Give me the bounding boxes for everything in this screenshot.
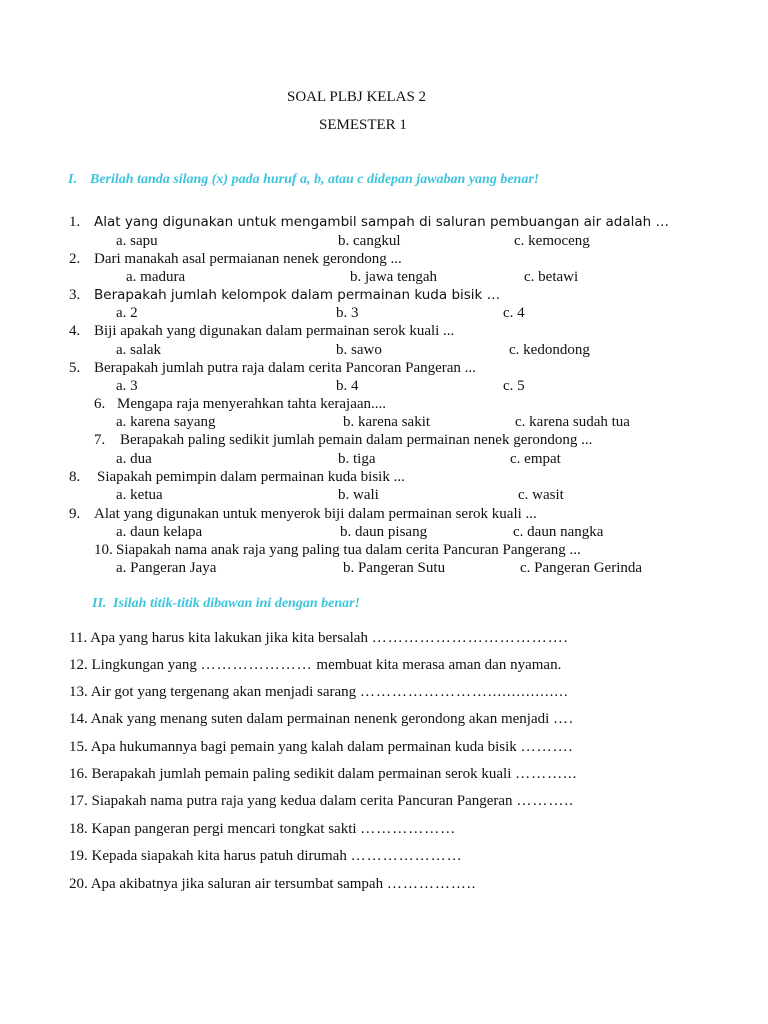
question-number: 13.: [69, 684, 88, 700]
fill-question-row: [69, 792, 574, 810]
option-a: a. 2: [116, 305, 138, 321]
fill-question-row: [69, 683, 569, 701]
question-number: 1.: [69, 214, 81, 230]
question-number: 14.: [69, 711, 88, 727]
option-a: a. sapu: [116, 233, 158, 249]
question-number: 8.: [69, 469, 81, 485]
answer-blank[interactable]: ……………..: [386, 876, 477, 892]
answer-blank[interactable]: ………………: [360, 821, 457, 837]
option-b: b. 3: [336, 305, 359, 321]
question-number: 10.: [94, 542, 113, 558]
option-c: c. 5: [503, 378, 525, 394]
question-text: Dari manakah asal permaianan nenek gerondong ...: [94, 251, 402, 267]
option-c: c. betawi: [524, 269, 579, 285]
fill-question-row: [69, 710, 574, 728]
option-b: b. wali: [338, 487, 379, 503]
option-c: c. 4: [503, 305, 525, 321]
section-1-instruction: Berilah tanda silang (x) pada huruf a, b, atau c didepan jawaban yang benar!: [90, 172, 540, 187]
question-number: 19.: [69, 848, 88, 864]
question-text-after: membuat kita merasa aman dan nyaman.: [316, 657, 562, 673]
question-number: 3.: [69, 287, 81, 303]
option-a: a. 3: [116, 378, 138, 394]
section-2-instruction: Isilah titik-titik dibawan ini dengan benar!: [113, 596, 361, 611]
option-c: c. kemoceng: [514, 233, 590, 249]
question-number: 20.: [69, 876, 88, 892]
answer-blank[interactable]: …………………: [350, 848, 463, 864]
question-number: 16.: [69, 766, 88, 782]
option-a: a. dua: [116, 451, 152, 467]
question-number: 12.: [69, 657, 88, 673]
option-b: b. daun pisang: [340, 524, 428, 540]
question-number: 6.: [94, 396, 106, 412]
question-number: 18.: [69, 821, 88, 837]
section-1-label: I.: [68, 172, 77, 187]
option-b: b. cangkul: [338, 233, 401, 249]
option-c: c. karena sudah tua: [515, 414, 630, 430]
option-a: a. daun kelapa: [116, 524, 203, 540]
question-text: Apa hukumannya bagi pemain yang kalah dalam permainan kuda bisik: [90, 739, 517, 755]
option-a: a. madura: [126, 269, 186, 285]
page-title: SOAL PLBJ KELAS 2: [287, 89, 427, 105]
option-b: b. karena sakit: [343, 414, 431, 430]
question-number: 7.: [94, 432, 106, 448]
question-text: Berapakah paling sedikit jumlah pemain dalam permainan nenek gerondong ...: [120, 432, 593, 448]
fill-question-row: [69, 765, 577, 783]
fill-question-row: [69, 875, 476, 893]
question-number: 5.: [69, 360, 81, 376]
question-text: Mengapa raja menyerahkan tahta kerajaan....: [117, 396, 387, 412]
page-subtitle: SEMESTER 1: [319, 117, 407, 133]
question-text: Berapakah jumlah kelompok dalam permainan kuda bisik …: [94, 287, 501, 303]
answer-blank[interactable]: ….: [553, 711, 574, 727]
question-text: Siapakah nama anak raja yang paling tua dalam cerita Pancuran Pangerang ...: [116, 542, 581, 558]
option-a: a. karena sayang: [116, 414, 216, 430]
option-c: c. kedondong: [509, 342, 590, 358]
answer-blank[interactable]: …………………….................: [359, 684, 569, 700]
question-text: Anak yang menang suten dalam permainan nenenk gerondong akan menjadi: [90, 711, 550, 727]
question-number: 4.: [69, 323, 81, 339]
question-text: Berapakah jumlah pemain paling sedikit dalam permainan serok kuali: [91, 766, 512, 782]
question-number: 9.: [69, 506, 81, 522]
question-text: Air got yang tergenang akan menjadi sarang: [90, 684, 357, 700]
question-number: 11.: [69, 630, 88, 646]
option-c: c. wasit: [518, 487, 564, 503]
question-text: Kepada siapakah kita harus patuh dirumah: [91, 848, 347, 864]
option-c: c. empat: [510, 451, 561, 467]
option-a: a. salak: [116, 342, 161, 358]
question-text: Siapakah nama putra raja yang kedua dalam cerita Pancuran Pangeran: [91, 793, 513, 809]
question-text: Apa akibatnya jika saluran air tersumbat sampah: [90, 876, 384, 892]
answer-blank[interactable]: ……………………………….: [371, 630, 569, 646]
option-a: a. ketua: [116, 487, 163, 503]
option-b: b. sawo: [336, 342, 382, 358]
fill-question-row: [69, 738, 573, 756]
option-b: b. jawa tengah: [350, 269, 438, 285]
option-b: b. tiga: [338, 451, 376, 467]
fill-question-row: [69, 847, 463, 865]
question-text: Biji apakah yang digunakan dalam permainan serok kuali ...: [94, 323, 455, 339]
question-number: 17.: [69, 793, 88, 809]
question-text: Kapan pangeran pergi mencari tongkat sakti: [91, 821, 357, 837]
fill-question-row: [69, 629, 568, 647]
answer-blank[interactable]: …………………: [200, 657, 313, 673]
option-b: b. Pangeran Sutu: [343, 560, 446, 576]
section-2-label: II.: [92, 596, 107, 611]
question-number: 15.: [69, 739, 88, 755]
question-text: Alat yang digunakan untuk menyerok biji dalam permainan serok kuali ...: [94, 506, 537, 522]
option-a: a. Pangeran Jaya: [116, 560, 217, 576]
option-b: b. 4: [336, 378, 359, 394]
fill-question-row: [69, 820, 456, 838]
question-text: Alat yang digunakan untuk mengambil sampah di saluran pembuangan air adalah …: [94, 214, 669, 230]
answer-blank[interactable]: ……….: [520, 739, 574, 755]
question-text: Apa yang harus kita lakukan jika kita bersalah: [90, 630, 368, 646]
question-number: 2.: [69, 251, 81, 267]
answer-blank[interactable]: ………..: [516, 793, 574, 809]
fill-question-row: [69, 656, 561, 674]
question-text: Lingkungan yang: [91, 657, 197, 673]
question-text: Berapakah jumlah putra raja dalam cerita Pancoran Pangeran ...: [94, 360, 476, 376]
answer-blank[interactable]: ………...: [515, 766, 578, 782]
question-text: Siapakah pemimpin dalam permainan kuda bisik ...: [97, 469, 405, 485]
option-c: c. daun nangka: [513, 524, 604, 540]
option-c: c. Pangeran Gerinda: [520, 560, 643, 576]
